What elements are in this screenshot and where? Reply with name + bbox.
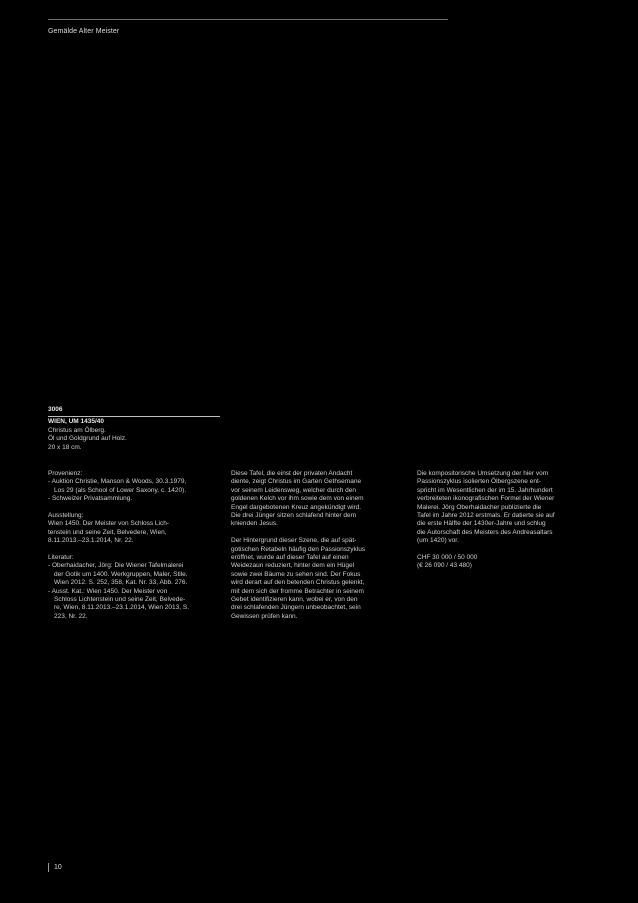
literature-line: der Gotik um 1400. Werkgruppen, Maler, Stile. xyxy=(54,570,188,578)
text-line: verbreiteten ikonografischen Formel der Wiener xyxy=(417,495,555,503)
provenance-line: - Schweizer Privatsammlung. xyxy=(48,495,133,503)
text-line: Passionszyklus isolierten Ölbergszene ent- xyxy=(417,478,541,486)
exhibition-heading: Ausstellung: xyxy=(48,512,84,520)
literature-line: re, Wien, 8.11.2013.–23.1.2014, Wien 2013, S. xyxy=(54,604,190,612)
text-line: drei schlafenden Jüngern unbeobachtet, sein xyxy=(231,604,361,612)
description-paragraph xyxy=(231,537,401,621)
left-column xyxy=(48,470,224,630)
text-line: vor seinem Leidensweg, welcher durch den xyxy=(231,486,357,494)
text-line: sowie zwei Bäume zu sehen sind. Der Fokus xyxy=(231,570,361,578)
text-line: knienden Jesus. xyxy=(231,520,278,528)
lot-dimensions: 20 x 18 cm. xyxy=(48,443,82,451)
literature-line: Wien 2012. S. 252, 358, Kat. Nr. 33, Abb. 276. xyxy=(54,579,188,587)
text-line: Weidezaun reduziert, hinter dem ein Hügel xyxy=(231,562,355,570)
lot-subject: Christus am Ölberg. xyxy=(48,426,106,434)
text-line: gotischen Retabeln häufig den Passionszyklus xyxy=(231,545,366,553)
text-line: Tafel im Jahre 2012 erstmals. Er datierte sie auf xyxy=(417,512,555,520)
text-line: Die drei Jünger sitzen schlafend hinter dem xyxy=(231,512,357,520)
lot-rule xyxy=(48,416,220,417)
text-line: spricht im Wesentlichen der im 15. Jahrhundert xyxy=(417,486,553,494)
right-column xyxy=(417,470,593,579)
estimate-eur: (€ 26 090 / 43 480) xyxy=(417,562,472,570)
text-line: Malerei. Jörg Oberhaidacher publizierte die xyxy=(417,503,542,511)
description-paragraph xyxy=(231,470,401,529)
provenance-line: - Auktion Christie, Manson & Woods, 30.3.1979, xyxy=(48,478,187,486)
exhibition-section xyxy=(48,512,224,546)
page-number: 10 xyxy=(54,864,62,871)
lot-medium: Öl und Goldgrund auf Holz. xyxy=(48,435,127,443)
exhibition-line: tenstein und seine Zeit, Belvedere, Wien, xyxy=(48,528,167,536)
estimate xyxy=(417,554,593,571)
provenance-line: Los 29 (als School of Lower Saxony, c. 1420). xyxy=(54,486,187,494)
literature-section xyxy=(48,554,224,621)
exhibition-line: Wien 1450. Der Meister von Schloss Lich- xyxy=(48,520,170,528)
literature-line: Schloss Lichtenstein und seine Zeit, Belvede- xyxy=(54,596,186,604)
exhibition-line: 8.11.2013.–23.1.2014, Nr. 22. xyxy=(48,537,134,545)
description-paragraph xyxy=(417,470,593,546)
text-line: (um 1420) vor. xyxy=(417,537,459,545)
text-line: Gewissen prüfen kann. xyxy=(231,612,298,620)
lot-header xyxy=(48,406,220,452)
header-rule xyxy=(48,19,448,20)
provenance-heading: Provenienz: xyxy=(48,470,83,477)
lot-title: WIEN, UM 1435/40 xyxy=(48,418,104,426)
text-line: Der Hintergrund dieser Szene, die auf spät- xyxy=(231,537,357,545)
footer-bar xyxy=(48,863,49,872)
text-line: Gebet identifizieren kann, wobei er, von den xyxy=(231,596,358,604)
estimate-chf: CHF 30 000 / 50 000 xyxy=(417,554,478,562)
literature-line: - Oberhaidacher, Jörg: Die Wiener Tafelmalerei xyxy=(48,562,184,570)
literature-heading: Literatur: xyxy=(48,554,74,562)
text-line: diente, zeigt Christus im Garten Gethsemane xyxy=(231,478,362,486)
text-line: goldenen Kelch vor ihm sowie dem von einem xyxy=(231,495,364,503)
text-line: wird derart auf den betenden Christus gelenkt, xyxy=(231,579,365,587)
text-line: Engel dargebotenen Kreuz angekündigt wird. xyxy=(231,503,362,511)
section-title: Gemälde Alter Meister xyxy=(48,28,120,35)
text-line: Diese Tafel, die einst der privaten Andacht xyxy=(231,470,353,477)
literature-line: - Ausst. Kat.: Wien 1450. Der Meister von xyxy=(48,587,168,595)
text-line: die erste Hälfte der 1430er-Jahre und schlug xyxy=(417,520,546,528)
text-line: Die kompositorische Umsetzung der hier vom xyxy=(417,470,549,477)
text-line: die Autorschaft des Meisters des Andreasaltars xyxy=(417,528,553,536)
provenance-section xyxy=(48,470,224,504)
text-line: mit dem sich der fromme Betrachter in seinem xyxy=(231,587,364,595)
literature-line: 223, Nr. 22. xyxy=(54,612,88,620)
middle-column xyxy=(231,470,401,630)
text-line: eröffnet, wurde auf dieser Tafel auf einen xyxy=(231,554,349,562)
lot-number: 3006 xyxy=(48,406,63,413)
